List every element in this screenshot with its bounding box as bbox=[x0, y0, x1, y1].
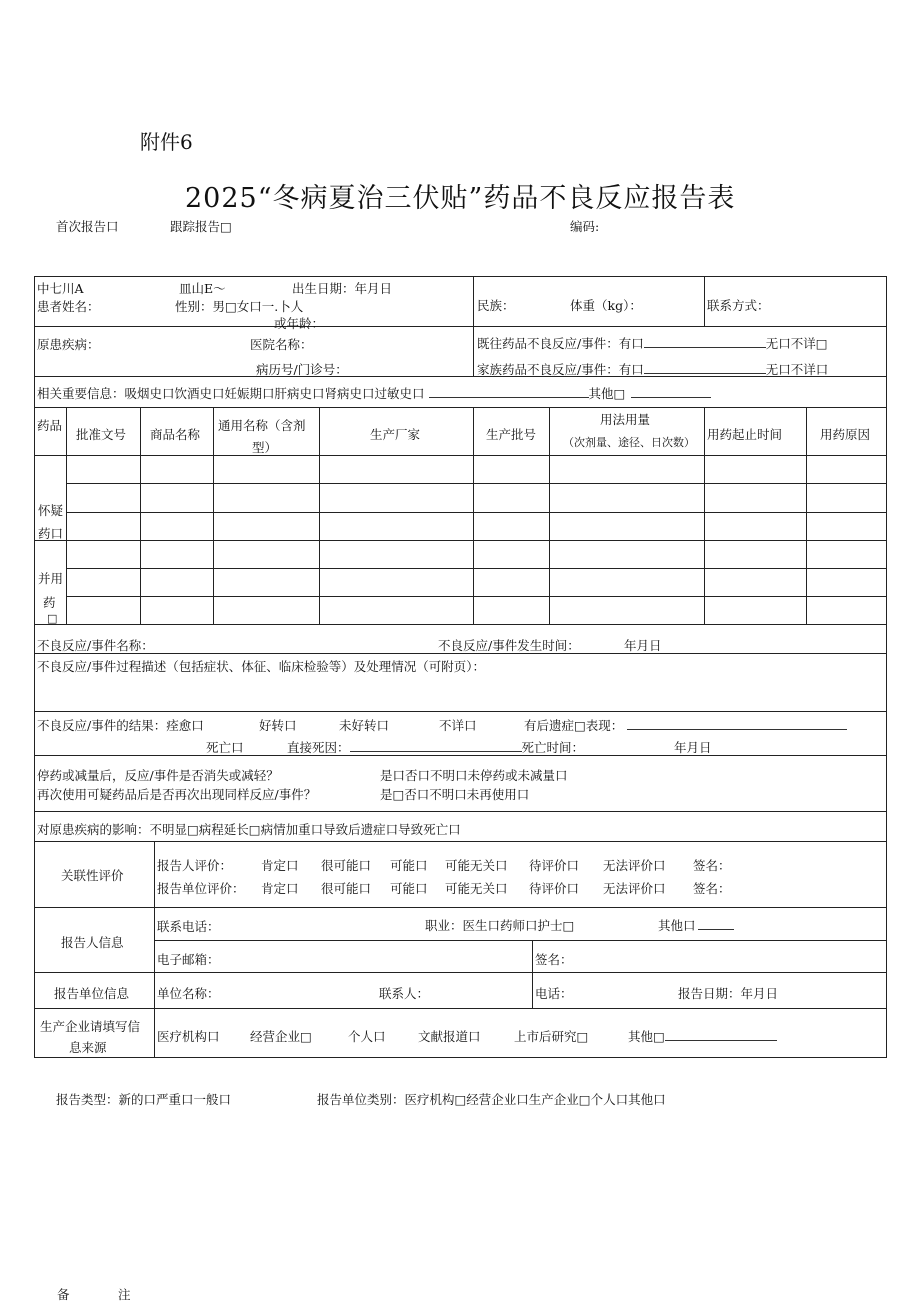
sequelae-blank[interactable] bbox=[627, 716, 847, 730]
record-number-field[interactable]: 病历号/门诊号： bbox=[256, 362, 348, 377]
report-type-options[interactable]: 报告类型：新的口严重口一般口 bbox=[56, 1092, 232, 1107]
death-time-label: 死亡时间： bbox=[521, 740, 585, 755]
unit-contact-field[interactable]: 联系人： bbox=[379, 986, 430, 1001]
dechallenge-question: 停药或减量后，反应/事件是否消失或减轻？ bbox=[37, 768, 279, 783]
reporter-eval-possible[interactable]: 可能口 bbox=[390, 858, 428, 873]
death-cause-field[interactable] bbox=[287, 738, 584, 756]
col-usage-reason: 用药原因 bbox=[820, 427, 871, 442]
code-label: 编码: bbox=[570, 219, 600, 234]
birth-date-field[interactable]: 出生日期：年月日 bbox=[292, 281, 393, 296]
source-other-blank[interactable] bbox=[665, 1027, 777, 1041]
reporter-job-other-blank[interactable] bbox=[698, 916, 734, 930]
col-usage-period: 用药起止时间 bbox=[707, 427, 783, 442]
unit-evaluation-label: 报告单位评价： bbox=[157, 881, 245, 896]
col-usage-dosage: 用法用量 bbox=[600, 412, 651, 427]
unit-eval-certain[interactable]: 肯定口 bbox=[261, 881, 299, 896]
unit-eval-unlikely[interactable]: 可能无关口 bbox=[445, 881, 508, 896]
annex-label: 附件6 bbox=[140, 130, 193, 154]
important-info-label: 相关重要信息：吸烟史口饮酒史口妊娠期口肝病史口肾病史口过敏史口 bbox=[37, 386, 425, 401]
unit-info-label: 报告单位信息 bbox=[54, 986, 130, 1001]
col-approval-number: 批准文号 bbox=[76, 427, 127, 442]
death-cause-label: 直接死因： bbox=[287, 740, 350, 755]
unit-eval-probable[interactable]: 很可能口 bbox=[321, 881, 372, 896]
sequelae-label: 有后遗症□表现： bbox=[524, 718, 624, 733]
result-sequelae[interactable] bbox=[524, 716, 847, 734]
col-generic-name-1: 通用名称（含剂 bbox=[218, 418, 306, 433]
col-usage-detail: （次剂量、途径、日次数） bbox=[563, 436, 695, 449]
result-improved[interactable]: 好转口 bbox=[259, 718, 297, 733]
col-generic-name-2: 型） bbox=[252, 440, 278, 455]
reporter-job-other[interactable] bbox=[658, 916, 734, 934]
family-adr-blank[interactable] bbox=[644, 360, 766, 374]
past-adr-options: 无口不详□ bbox=[765, 336, 828, 351]
patient-name-field[interactable]: 患者姓名： bbox=[37, 299, 100, 314]
rechallenge-question: 再次使用可疑药品后是否再次出现同样反应/事件？ bbox=[37, 787, 317, 802]
reporter-info-label: 报告人信息 bbox=[61, 935, 124, 950]
unit-name-field[interactable]: 单位名称： bbox=[157, 986, 220, 1001]
col-drug: 药品 bbox=[37, 418, 63, 433]
important-info-row[interactable] bbox=[37, 384, 711, 402]
source-medical-institution[interactable]: 医疗机构口 bbox=[157, 1029, 220, 1044]
result-unknown[interactable]: 不详口 bbox=[439, 718, 477, 733]
follow-report-checkbox[interactable]: 跟踪报告□ bbox=[170, 219, 232, 234]
concomitant-drug-label-2: 药 bbox=[43, 595, 56, 610]
unit-eval-possible[interactable]: 可能口 bbox=[390, 881, 428, 896]
unit-eval-unassessable[interactable]: 无法评价口 bbox=[603, 881, 666, 896]
source-individual[interactable]: 个人口 bbox=[348, 1029, 386, 1044]
unit-signature[interactable]: 签名： bbox=[693, 881, 731, 896]
remark-label-2: 注 bbox=[118, 1287, 131, 1302]
concomitant-drug-label-1: 并用 bbox=[38, 571, 64, 586]
reporter-job-options[interactable]: 职业：医生口药师口护士□ bbox=[425, 918, 575, 933]
source-label-2: 息来源 bbox=[69, 1040, 107, 1055]
source-post-market[interactable]: 上市后研究□ bbox=[514, 1029, 589, 1044]
col-trade-name: 商品名称 bbox=[150, 427, 201, 442]
col-manufacturer: 生产厂家 bbox=[370, 427, 421, 442]
family-adr-field[interactable] bbox=[477, 360, 828, 378]
family-adr-options: 无口不详口 bbox=[765, 362, 829, 377]
report-date-field[interactable]: 报告日期：年月日 bbox=[678, 986, 779, 1001]
unit-type-options[interactable]: 报告单位类别：医疗机构□经营企业口生产企业□个人口其他口 bbox=[317, 1092, 666, 1107]
allergy-blank[interactable] bbox=[429, 384, 589, 398]
ethnicity-field[interactable]: 民族： bbox=[477, 298, 515, 313]
other-label: 其他□ bbox=[588, 386, 626, 401]
reporter-eval-unlikely[interactable]: 可能无关口 bbox=[445, 858, 508, 873]
reporter-email-field[interactable]: 电子邮箱： bbox=[157, 952, 220, 967]
reporter-phone-field[interactable]: 联系电话： bbox=[157, 919, 220, 934]
reporter-evaluation-label: 报告人评价： bbox=[157, 858, 233, 873]
adr-time-field[interactable]: 不良反应/事件发生时间： bbox=[438, 638, 580, 653]
garbled-text-2: 皿山E～ bbox=[179, 281, 226, 296]
remark-label-1: 备 bbox=[57, 1287, 70, 1302]
evaluation-label: 关联性评价 bbox=[61, 868, 124, 883]
sex-field[interactable]: 性别：男□女口一.卜人 bbox=[175, 299, 304, 314]
reporter-job-other-label: 其他口 bbox=[658, 918, 696, 933]
disease-impact-options[interactable]: 对原患疾病的影响：不明显□病程延长□病情加重口导致后遗症口导致死亡口 bbox=[37, 822, 461, 837]
result-not-improved[interactable]: 未好转口 bbox=[339, 718, 390, 733]
past-adr-field[interactable] bbox=[477, 334, 828, 352]
past-adr-blank[interactable] bbox=[644, 334, 766, 348]
hospital-name-field[interactable]: 医院名称： bbox=[250, 337, 313, 352]
reporter-eval-probable[interactable]: 很可能口 bbox=[321, 858, 372, 873]
reporter-eval-unassessable[interactable]: 无法评价口 bbox=[603, 858, 666, 873]
source-label-1: 生产企业请填写信 bbox=[40, 1019, 141, 1034]
death-time-ymd: 年月日 bbox=[674, 740, 712, 755]
rechallenge-options[interactable]: 是□否口不明口未再使用口 bbox=[380, 787, 530, 802]
form-title: 2025“冬病夏治三伏贴”药品不良反应报告表 bbox=[185, 183, 736, 214]
original-disease-field[interactable]: 原患疾病： bbox=[37, 337, 100, 352]
adr-name-field[interactable]: 不良反应/事件名称： bbox=[37, 638, 154, 653]
suspect-drug-label-2: 药口 bbox=[38, 526, 64, 541]
death-cause-blank[interactable] bbox=[350, 738, 522, 752]
suspect-drug-label-1: 怀疑 bbox=[38, 503, 64, 518]
weight-field[interactable]: 体重（kg）： bbox=[570, 298, 642, 313]
reporter-eval-pending[interactable]: 待评价口 bbox=[529, 858, 580, 873]
concomitant-drug-label-3: □ bbox=[47, 612, 58, 625]
garbled-text-1: 中七川A bbox=[37, 281, 84, 296]
adr-process-field[interactable]: 不良反应/事件过程描述（包括症状、体征、临床检验等）及处理情况（可附页）： bbox=[37, 659, 485, 674]
contact-field[interactable]: 联系方式： bbox=[707, 298, 770, 313]
family-adr-label: 家族药品不良反应/事件：有口 bbox=[477, 362, 644, 377]
reporter-signature[interactable]: 签名： bbox=[693, 858, 731, 873]
other-blank[interactable] bbox=[631, 384, 711, 398]
unit-phone-field[interactable]: 电话： bbox=[535, 986, 573, 1001]
dechallenge-options[interactable]: 是口否口不明口未停药或未减量口 bbox=[380, 768, 568, 783]
source-literature[interactable]: 文献报道口 bbox=[418, 1029, 481, 1044]
reporter-sign-field[interactable]: 签名： bbox=[535, 952, 573, 967]
source-distributor[interactable]: 经营企业□ bbox=[250, 1029, 312, 1044]
unit-eval-pending[interactable]: 待评价口 bbox=[529, 881, 580, 896]
result-death[interactable]: 死亡口 bbox=[206, 740, 244, 755]
adr-time-ymd: 年月日 bbox=[624, 638, 662, 653]
source-other[interactable] bbox=[628, 1027, 777, 1045]
first-report-checkbox[interactable]: 首次报告口 bbox=[56, 219, 119, 234]
result-recovered[interactable]: 不良反应/事件的结果：痊愈口 bbox=[37, 718, 204, 733]
col-batch-number: 生产批号 bbox=[486, 427, 537, 442]
source-other-label: 其他□ bbox=[628, 1029, 665, 1044]
age-field[interactable]: 或年龄： bbox=[274, 316, 325, 331]
reporter-eval-certain[interactable]: 肯定口 bbox=[261, 858, 299, 873]
past-adr-label: 既往药品不良反应/事件：有口 bbox=[477, 336, 644, 351]
